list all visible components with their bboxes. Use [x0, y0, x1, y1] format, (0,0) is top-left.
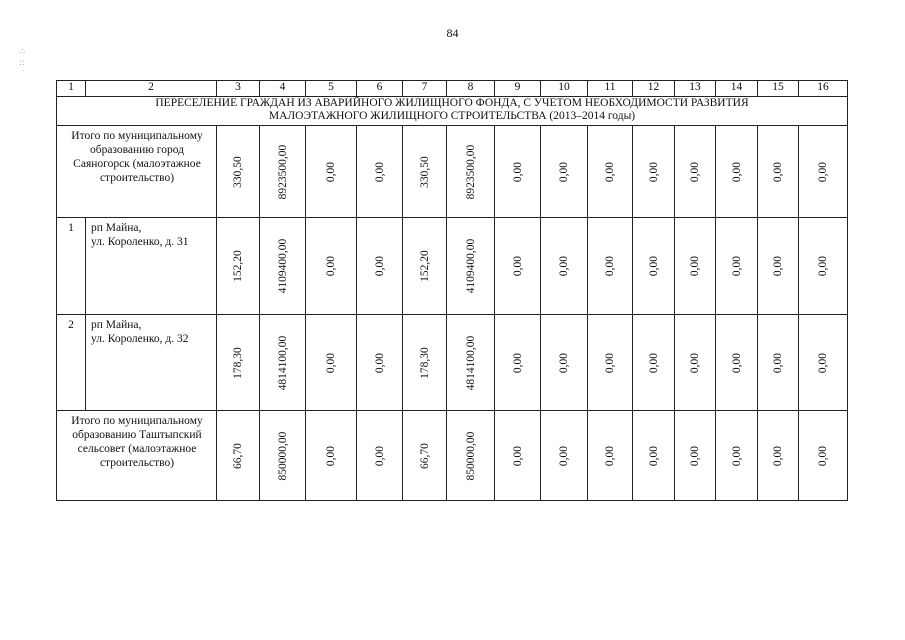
cell-value: 0,00 — [689, 255, 701, 277]
row-label-line: образованию Таштыпский — [72, 429, 202, 441]
value-cell — [541, 411, 588, 501]
value-cell — [447, 126, 495, 218]
column-number-cell: 9 — [495, 81, 541, 97]
cell-value: 8923500,00 — [276, 144, 289, 199]
cell-value: 0,00 — [772, 255, 784, 277]
cell-value: 330,50 — [418, 155, 431, 188]
value-cell — [541, 126, 588, 218]
value-cell — [357, 411, 403, 501]
column-number-cell: 12 — [633, 81, 675, 97]
cell-value: 0,00 — [511, 445, 524, 466]
value-cell — [633, 218, 675, 315]
value-cell — [716, 126, 758, 218]
value-cell — [306, 126, 357, 218]
cell-value: 66,70 — [232, 442, 244, 469]
column-number-cell: 1 — [57, 81, 86, 97]
cell-value: 850000,00 — [464, 431, 477, 480]
cell-value: 0,00 — [325, 445, 337, 466]
row-label-line: строительство) — [99, 172, 175, 184]
row-label-line: сельсовет (малоэтажное — [77, 443, 197, 455]
cell-value: 0,00 — [730, 161, 743, 182]
column-number-cell: 14 — [716, 81, 758, 97]
value-cell — [357, 218, 403, 315]
column-number-cell: 11 — [588, 81, 633, 97]
value-cell — [260, 218, 306, 315]
value-cell — [758, 411, 799, 501]
cell-value: 0,00 — [373, 352, 386, 373]
cell-value: 0,00 — [604, 161, 616, 182]
value-cell — [799, 411, 848, 501]
value-cell — [799, 126, 848, 218]
cell-value: 178,30 — [232, 346, 244, 379]
column-number-cell: 16 — [799, 81, 848, 97]
value-cell — [306, 315, 357, 411]
value-cell — [260, 315, 306, 411]
cell-value: 0,00 — [604, 352, 616, 373]
value-cell — [588, 218, 633, 315]
cell-value: 0,00 — [817, 445, 829, 466]
value-cell — [716, 411, 758, 501]
value-cell — [633, 411, 675, 501]
value-cell — [541, 315, 588, 411]
margin-scan-mark: ∴ :: · — [18, 47, 27, 74]
cell-value: 152,20 — [232, 250, 244, 282]
cell-value: 0,00 — [325, 255, 337, 277]
cell-value: 0,00 — [373, 255, 386, 277]
value-cell — [447, 315, 495, 411]
row-label-line: Итого по муниципальному — [71, 130, 203, 142]
cell-value: 0,00 — [647, 445, 660, 466]
cell-value: 0,00 — [647, 161, 660, 182]
column-number-cell: 6 — [357, 81, 403, 97]
value-cell — [716, 218, 758, 315]
section-title-line: ПЕРЕСЕЛЕНИЕ ГРАЖДАН ИЗ АВАРИЙНОГО ЖИЛИЩНОГО ФОНДА, С УЧЕТОМ НЕОБХОДИМОСТИ РАЗВИТИЯ — [155, 97, 749, 109]
cell-value: 0,00 — [817, 161, 829, 182]
table-row — [57, 126, 848, 218]
value-cell — [260, 126, 306, 218]
value-cell — [633, 315, 675, 411]
column-number-cell: 7 — [403, 81, 447, 97]
row-label-line: ул. Короленко, д. 31 — [91, 236, 189, 248]
column-number-cell: 8 — [447, 81, 495, 97]
value-cell — [588, 126, 633, 218]
section-title — [57, 97, 848, 126]
cell-value: 0,00 — [647, 255, 660, 277]
cell-value: 0,00 — [817, 255, 829, 277]
cell-value: 66,70 — [418, 442, 431, 469]
value-cell — [217, 218, 260, 315]
cell-value: 0,00 — [558, 445, 570, 466]
column-number-cell: 5 — [306, 81, 357, 97]
section-title-row — [57, 97, 848, 126]
cell-value: 0,00 — [325, 352, 337, 373]
cell-value: 0,00 — [325, 161, 337, 182]
cell-value: 0,00 — [772, 352, 784, 373]
column-number-cell: 3 — [217, 81, 260, 97]
cell-value: 0,00 — [558, 255, 570, 277]
column-number-cell: 2 — [86, 81, 217, 97]
value-cell — [306, 411, 357, 501]
value-cell — [588, 411, 633, 501]
row-address — [86, 218, 217, 315]
value-cell — [799, 315, 848, 411]
table-row — [57, 411, 848, 501]
cell-value: 330,50 — [232, 155, 244, 188]
value-cell — [758, 218, 799, 315]
cell-value: 0,00 — [817, 352, 829, 373]
row-address — [86, 315, 217, 411]
column-number-cell: 10 — [541, 81, 588, 97]
value-cell — [675, 218, 716, 315]
value-cell — [633, 126, 675, 218]
value-cell — [217, 126, 260, 218]
value-cell — [403, 126, 447, 218]
value-cell — [403, 315, 447, 411]
page-number: 84 — [446, 26, 459, 40]
value-cell — [675, 411, 716, 501]
cell-value: 0,00 — [730, 445, 743, 466]
value-cell — [357, 126, 403, 218]
row-label-line: Итого по муниципальному — [71, 415, 203, 427]
value-cell — [675, 315, 716, 411]
cell-value: 0,00 — [689, 161, 701, 182]
cell-value: 152,20 — [418, 250, 431, 282]
value-cell — [403, 218, 447, 315]
value-cell — [541, 218, 588, 315]
cell-value: 178,30 — [418, 346, 431, 379]
value-cell — [495, 315, 541, 411]
row-label-line: рп Майна, — [91, 222, 142, 234]
value-cell — [403, 411, 447, 501]
column-number-row — [57, 81, 848, 97]
value-cell — [758, 126, 799, 218]
row-total-label — [57, 411, 217, 501]
row-label-line: строительство) — [99, 457, 175, 469]
value-cell — [495, 411, 541, 501]
value-cell — [495, 126, 541, 218]
section-title-line: МАЛОЭТАЖНОГО ЖИЛИЩНОГО СТРОИТЕЛЬСТВА (2013–2014 годы) — [268, 110, 636, 122]
value-cell — [447, 411, 495, 501]
column-number-cell: 4 — [260, 81, 306, 97]
cell-value: 0,00 — [511, 161, 524, 182]
cell-value: 0,00 — [558, 352, 570, 373]
cell-value: 0,00 — [647, 352, 660, 373]
cell-value: 0,00 — [772, 161, 784, 182]
cell-value: 0,00 — [511, 352, 524, 373]
value-cell — [799, 218, 848, 315]
cell-value: 4814100,00 — [464, 335, 477, 390]
row-label-line: Саяногорск (малоэтажное — [73, 158, 201, 170]
cell-value: 0,00 — [772, 445, 784, 466]
table-row — [57, 315, 848, 411]
cell-value: 850000,00 — [276, 431, 289, 480]
value-cell — [447, 218, 495, 315]
cell-value: 4109400,00 — [276, 238, 289, 294]
cell-value: 4814100,00 — [276, 335, 289, 390]
value-cell — [217, 315, 260, 411]
row-label-line: ул. Короленко, д. 32 — [91, 333, 189, 345]
value-cell — [495, 218, 541, 315]
cell-value: 8923500,00 — [464, 144, 477, 199]
row-number: 1 — [57, 218, 86, 315]
row-total-label — [57, 126, 217, 218]
cell-value: 0,00 — [604, 445, 616, 466]
cell-value: 0,00 — [730, 255, 743, 277]
housing-resettlement-table — [56, 80, 848, 501]
cell-value: 0,00 — [689, 445, 701, 466]
cell-value: 0,00 — [604, 255, 616, 277]
column-number-cell: 13 — [675, 81, 716, 97]
row-number: 2 — [57, 315, 86, 411]
value-cell — [357, 315, 403, 411]
column-number-cell: 15 — [758, 81, 799, 97]
cell-value: 0,00 — [689, 352, 701, 373]
table-row — [57, 218, 848, 315]
value-cell — [758, 315, 799, 411]
row-label-line: рп Майна, — [91, 319, 142, 331]
value-cell — [306, 218, 357, 315]
cell-value: 0,00 — [730, 352, 743, 373]
cell-value: 4109400,00 — [464, 238, 477, 294]
value-cell — [260, 411, 306, 501]
row-label-line: образованию город — [89, 144, 185, 156]
cell-value: 0,00 — [373, 445, 386, 466]
value-cell — [716, 315, 758, 411]
value-cell — [675, 126, 716, 218]
value-cell — [588, 315, 633, 411]
cell-value: 0,00 — [558, 161, 570, 182]
cell-value: 0,00 — [373, 161, 386, 182]
value-cell — [217, 411, 260, 501]
cell-value: 0,00 — [511, 255, 524, 277]
